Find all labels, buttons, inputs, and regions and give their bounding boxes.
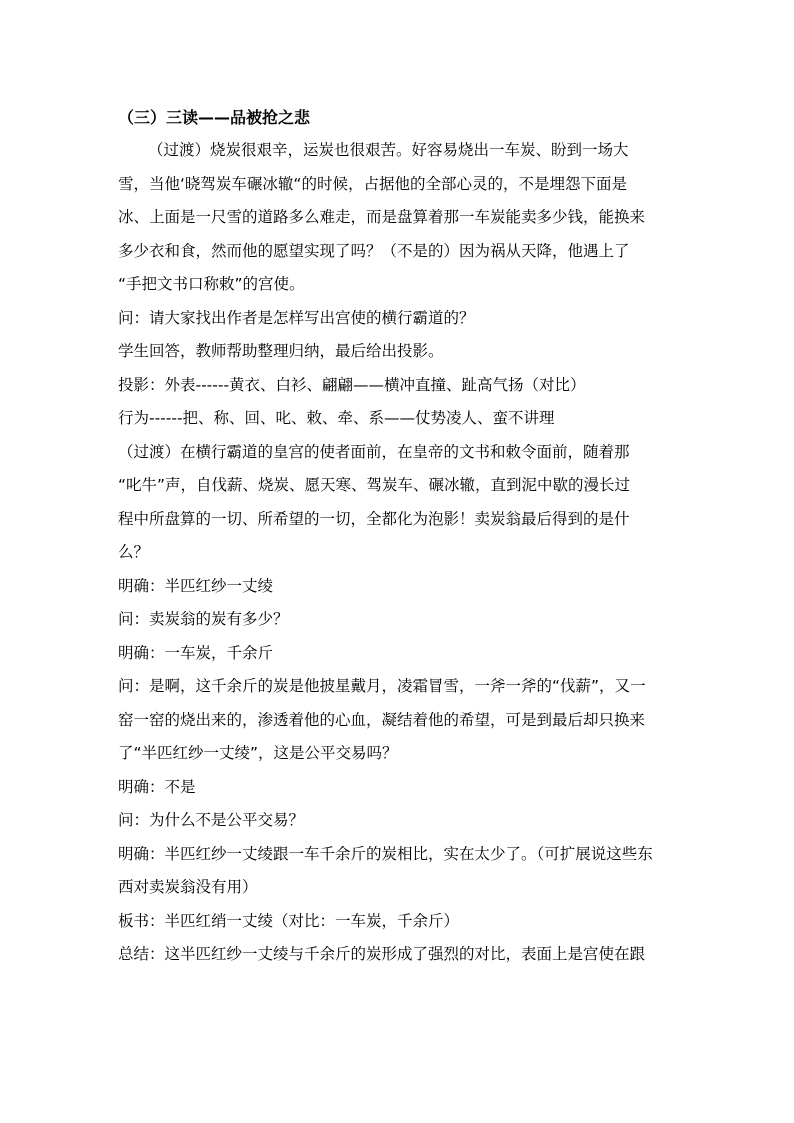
paragraph-line: （过渡）在横行霸道的皇宫的使者面前，在皇帝的文书和敕令面前，随着那 — [118, 442, 630, 461]
paragraph-line: 么？ — [118, 543, 150, 561]
answer-line: 明确：一车炭，千余斤 — [118, 643, 274, 662]
summary-line: 总结：这半匹红纱一丈绫与千余斤的炭形成了强烈的对比，表面上是宫使在跟 — [118, 945, 646, 963]
projection-line: 行为------把、称、回、叱、敕、牵、系——仗势凌人、蛮不讲理 — [118, 409, 555, 427]
paragraph-line: “手把文书口称敕”的宫使。 — [118, 275, 305, 293]
paragraph-line: （过渡）烧炭很艰辛，运炭也很艰苦。好容易烧出一车炭、盼到一场大 — [148, 141, 629, 159]
paragraph-line: 雪，当他‘晓驾炭车碾冰辙“的时候，占据他的全部心灵的，不是埋怨下面是 — [118, 174, 627, 193]
paragraph-line: 学生回答，教师帮助整理归纳，最后给出投影。 — [118, 342, 444, 360]
paragraph-line: 西对卖炭翁没有用） — [118, 878, 258, 896]
projection-line: 投影：外表------黄衣、白衫、翩翩——横冲直撞、趾高气扬（对比） — [118, 375, 586, 394]
answer-line: 明确：半匹红纱一丈绫跟一车千余斤的炭相比，实在太少了。（可扩展说这些东 — [118, 844, 653, 863]
question-line: 问：卖炭翁的炭有多少？ — [118, 610, 289, 628]
answer-line: 明确：半匹红纱一丈绫 — [118, 576, 274, 595]
question-line: 问：是啊，这千余斤的炭是他披星戴月，凌霜冒雪，一斧一斧的“伐薪”，又一 — [118, 677, 646, 695]
question-line: 问：为什么不是公平交易？ — [118, 811, 305, 829]
answer-line: 明确：不是 — [118, 777, 196, 796]
document-body — [118, 102, 678, 972]
paragraph-line: 程中所盘算的一切、所希望的一切，全都化为泡影！卖炭翁最后得到的是什 — [118, 509, 630, 528]
paragraph-line: 多少衣和食，然而他的愿望实现了吗？（不是的）因为祸从天降，他遇上了 — [118, 241, 630, 260]
paragraph-line: 冰、上面是一尺雪的道路多么难走，而是盘算着那一车炭能卖多少钱，能换来 — [118, 208, 646, 226]
paragraph-line: 了“半匹红纱一丈绫”，这是公平交易吗？ — [118, 744, 398, 762]
question-line: 问：请大家找出作者是怎样写出宫使的横行霸道的？ — [118, 308, 475, 327]
paragraph-line: 窑一窑的烧出来的，渗透着他的心血，凝结着他的希望，可是到最后却只换来 — [118, 710, 646, 729]
paragraph-line: “叱牛”声，自伐薪、烧炭、愿天寒、驾炭车、碾冰辙，直到泥中歇的漫长过 — [118, 476, 631, 494]
section-heading: （三）三读——品被抢之悲 — [118, 108, 311, 127]
blackboard-line: 板书：半匹红绡一丈绫（对比：一车炭，千余斤） — [118, 911, 460, 930]
